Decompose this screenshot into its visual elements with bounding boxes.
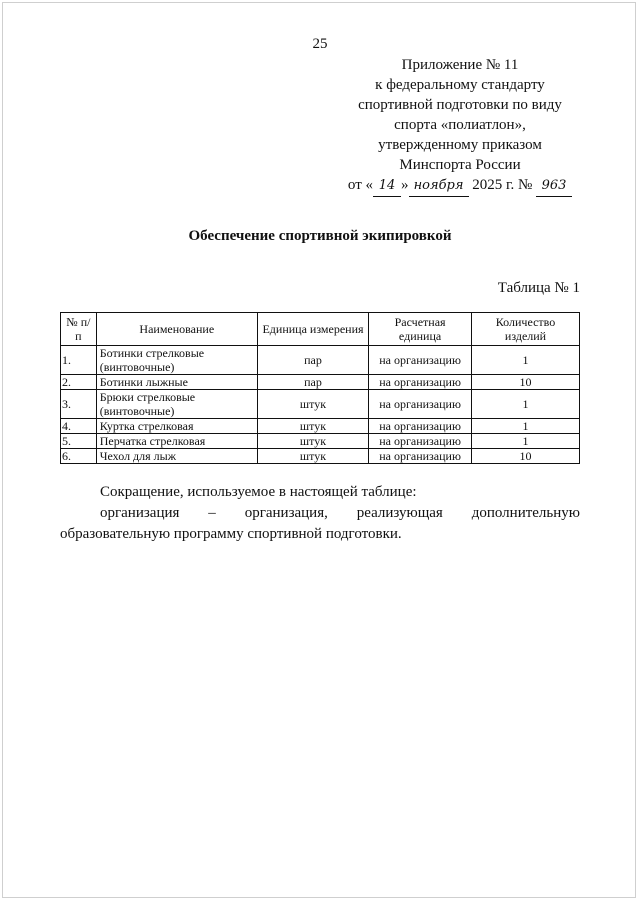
abbreviation-note [60,482,580,545]
cell-qty: 1 [472,390,580,419]
cell-qty: 1 [472,346,580,375]
date-day: 14 [373,176,401,197]
page-number: 25 [312,36,328,52]
cell-calc: на организацию [369,449,472,464]
header-calc: Расчетная единица [369,313,472,346]
table-row [61,390,580,419]
cell-num: 3. [61,390,97,419]
cell-name: Куртка стрелковая [96,419,257,434]
header-unit: Единица измерения [257,313,368,346]
note-definition-line-1: организация – организация, реализующая дополнительную [100,505,580,521]
document-title: Обеспечение спортивной экипировкой [188,228,452,244]
table-row [61,346,580,375]
order-date-line [340,175,580,197]
annex-line-3: спортивной подготовки по виду [358,97,562,113]
cell-calc: на организацию [369,346,472,375]
cell-name: Ботинки стрелковые (винтовочные) [96,346,257,375]
cell-unit: штук [257,419,368,434]
table-row [61,419,580,434]
cell-calc: на организацию [369,419,472,434]
note-definition-line-2: образовательную программу спортивной подготовки. [60,526,402,542]
cell-num: 6. [61,449,97,464]
date-prefix: от « [347,177,374,193]
order-number: 963 [536,176,572,197]
header-num: № п/п [61,313,97,346]
header-qty: Количество изделий [472,313,580,346]
cell-name: Ботинки лыжные [96,375,257,390]
cell-qty: 1 [472,434,580,449]
cell-calc: на организацию [369,434,472,449]
table-row [61,449,580,464]
cell-qty: 1 [472,419,580,434]
cell-unit: штук [257,390,368,419]
annex-line-6: Минспорта России [399,157,521,173]
cell-qty: 10 [472,449,580,464]
table-label: Таблица № 1 [497,280,580,296]
cell-calc: на организацию [369,390,472,419]
cell-num: 1. [61,346,97,375]
annex-line-5: утвержденному приказом [378,137,542,153]
equipment-table [60,312,580,464]
table-row [61,434,580,449]
cell-calc: на организацию [369,375,472,390]
cell-name: Брюки стрелковые (винтовочные) [96,390,257,419]
cell-num: 2. [61,375,97,390]
date-year: 2025 г. № [472,177,533,193]
table-header-row [61,313,580,346]
cell-num: 5. [61,434,97,449]
header-name: Наименование [96,313,257,346]
annex-title: Приложение № 11 [401,57,519,73]
cell-name: Чехол для лыж [96,449,257,464]
annex-line-4: спорта «полиатлон», [394,117,526,133]
table-row [61,375,580,390]
date-mid: » [401,177,409,193]
annex-header [340,55,580,197]
cell-qty: 10 [472,375,580,390]
cell-unit: пар [257,375,368,390]
date-month: ноября [409,176,469,197]
cell-name: Перчатка стрелковая [96,434,257,449]
cell-unit: штук [257,449,368,464]
cell-num: 4. [61,419,97,434]
note-intro: Сокращение, используемое в настоящей таблице: [100,484,417,500]
cell-unit: штук [257,434,368,449]
annex-line-2: к федеральному стандарту [375,77,545,93]
cell-unit: пар [257,346,368,375]
